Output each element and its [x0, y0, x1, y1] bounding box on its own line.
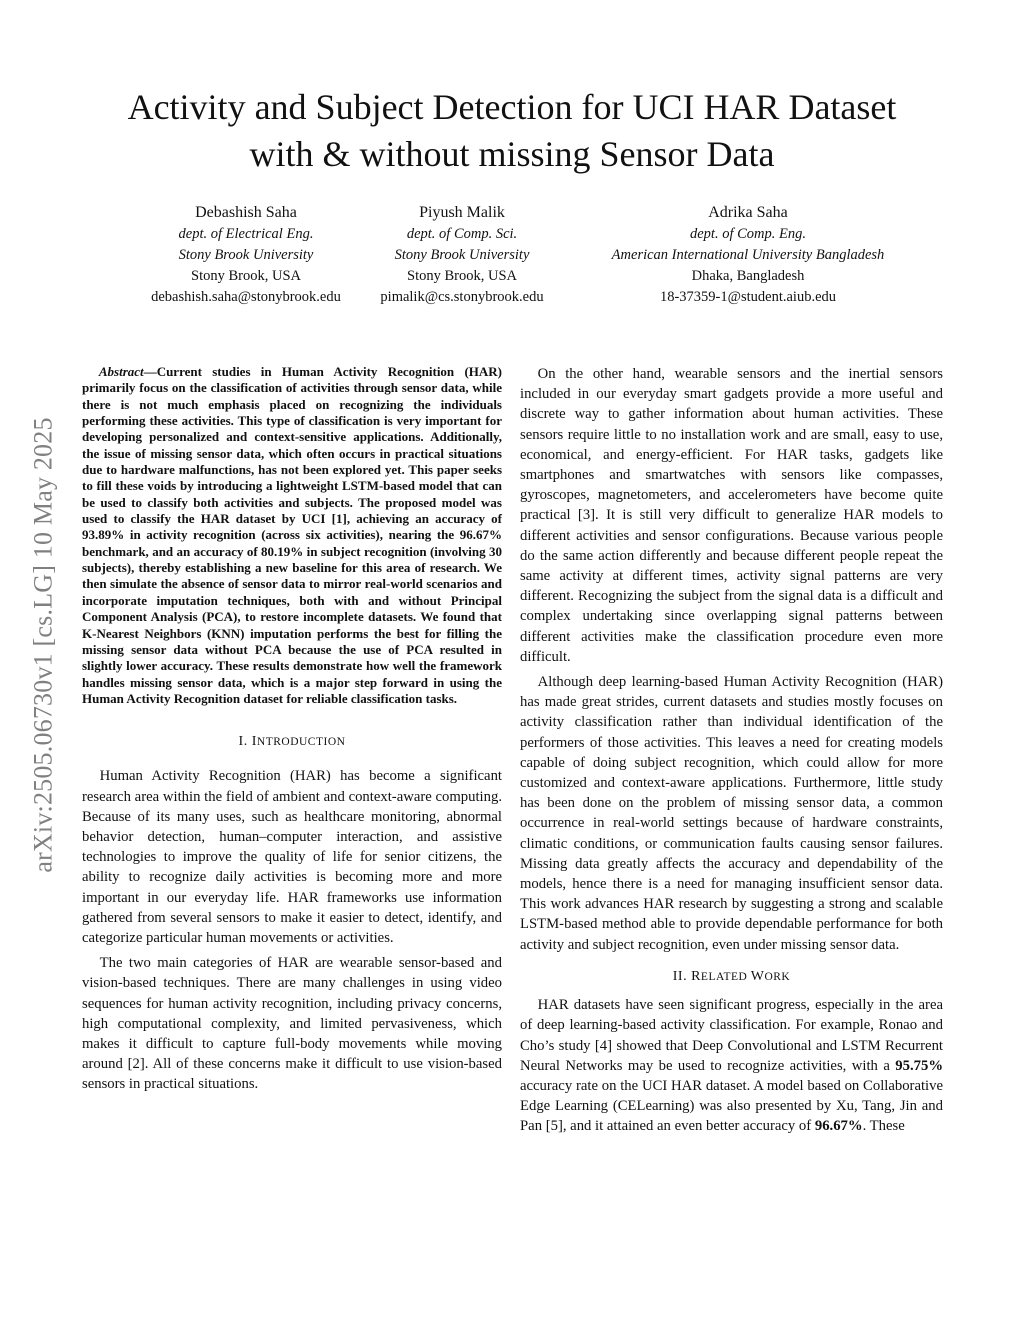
paper-title: Activity and Subject Detection for UCI HAR Dataset with & without missing Sensor Data — [127, 87, 897, 174]
author-location: Stony Brook, USA — [407, 268, 517, 284]
arxiv-identifier-stamp — [30, 345, 58, 945]
abstract — [82, 364, 502, 707]
author-dept: dept. of Comp. Eng. — [689, 226, 806, 242]
accuracy-figure: 96.67% — [814, 1118, 863, 1135]
abstract-label: Abstract — [98, 364, 144, 379]
intro-paragraph-1: Human Activity Recognition (HAR) has become a significant research area within the field of ambient and context-aware computing. Because of its many uses, such as healthcare monitoring, abnormal behavior detection, human–computer interaction, and assistive technologies to improve the quality of life for senior citizens, the ability to recognize daily activities is becoming more and more important in our everyday life. HAR frameworks use information gathered from several sensors to make it easier to detect, identify, and categorize particular human movements or activities. — [82, 768, 502, 947]
intro-paragraph-2: The two main categories of HAR are wearable sensor-based and vision-based techniques. There are many challenges in using video sequences for human activity recognition, including privacy concerns, high computational complexity, and limited pervasiveness, which makes it difficult to capture full-body movements while moving around [2]. All of these concerns make it difficult to use vision-based sensors in practical situations. — [82, 955, 502, 1093]
author-name: Adrika Saha — [708, 204, 788, 221]
author-location: Stony Brook, USA — [191, 268, 301, 284]
author-2 — [380, 202, 543, 308]
author-1 — [151, 202, 341, 308]
intro-paragraph-3: On the other hand, wearable sensors and the inertial sensors included in our everyday smart gadgets provide a more useful and discrete way to gather information about human activities. These sensors require little to no installation work and are small, easy to use, economical, and energy-efficient. For HAR tasks, gadgets like smartphones and smartwatches with sensors like compasses, gyroscopes, magnetometers, and accelerometers have become quite practical [3]. It is still very difficult to generalize HAR models to different activities and sensor configurations. Because various people do the same action differently and because different people repeat the same activity at different times, activity signal patterns are very different. Recognizing the subject from the signal data is a difficult and complex undertaking since overlapping signal patterns between different activities make the classification procedure even more difficult. — [520, 366, 943, 665]
author-dept: dept. of Comp. Sci. — [406, 226, 518, 242]
right-column — [520, 364, 943, 1142]
author-university: Stony Brook University — [178, 247, 314, 263]
left-column — [82, 364, 502, 1100]
section-numeral: I. — [238, 734, 252, 750]
section-numeral: II. — [672, 968, 692, 984]
accuracy-figure: 95.75% — [895, 1057, 943, 1074]
arxiv-id-text: arXiv:2505.06730v1 [cs.LG] 10 May 2025 — [29, 417, 59, 873]
author-name: Debashish Saha — [195, 204, 297, 221]
author-3 — [612, 202, 885, 308]
abstract-text: Current studies in Human Activity Recognition (HAR) primarily focus on the classification of activities through sensor data, while there is not much emphasis placed on recognizing the individuals performing these activities. This type of classification is very important for developing personalized and context-sensitive applications. Additionally, the issue of missing sensor data, which often occurs in practical situations due to hardware malfunctions, has not been explored yet. This paper seeks to fill these voids by introducing a lightweight LSTM-based model that can be used to classify both activities and subjects. The proposed model was used to classify the HAR dataset by UCI [1], achieving an accuracy of 93.89% in activity recognition (across six activities), nearing the 96.67% benchmark, and an accuracy of 80.19% in subject recognition (involving 30 subjects), thereby establishing a new baseline for this area of research. We then simulate the absence of sensor data to mirror real-world scenarios and incorporate imputation techniques, both with and without Principal Component Analysis (PCA), to restore incomplete datasets. We found that K-Nearest Neighbors (KNN) imputation performs the best for filling the missing sensor data without PCA because the use of PCA resulted in slightly lower accuracy. These results demonstrate how well the framework handles missing sensor data, which is a major step forward in using the Human Activity Recognition dataset for reliable classification tasks. — [82, 364, 502, 706]
related-paragraph-1: HAR datasets have seen significant progress, especially in the area of deep learning-based activity classification. For example, Ronao and Cho’s study [4] showed that Deep Convolutional and LSTM Recurrent Neural Networks may be used to recognize activities, with a 95.75% accuracy rate on the UCI HAR dataset. A model based on Collaborative Edge Learning (CELearning) was also presented by Xu, Tang, Jin and Pan [5], and it attained an even better accuracy of 96.67%. These — [520, 997, 943, 1135]
author-email: 18-37359-1@student.aiub.edu — [659, 289, 837, 305]
author-email: pimalik@cs.stonybrook.edu — [380, 289, 544, 305]
section-heading-introduction: I. INTRODUCTION — [238, 734, 346, 750]
author-email: debashish.saha@stonybrook.edu — [151, 289, 341, 305]
author-name: Piyush Malik — [419, 204, 505, 221]
author-university: American International University Bangladesh — [611, 247, 885, 263]
author-location: Dhaka, Bangladesh — [691, 268, 805, 284]
author-university: Stony Brook University — [394, 247, 530, 263]
author-dept: dept. of Electrical Eng. — [178, 226, 314, 242]
section-heading-related-work: II. RELATED WORK — [672, 968, 791, 984]
intro-paragraph-4: Although deep learning-based Human Activity Recognition (HAR) has made great strides, current datasets and studies mostly focuses on activity classification rather than individual identification of the performers of those activities. This leaves a need for creating models capable of doing subject recognition, which could allow for more customized and context-aware applications. Furthermore, little study has been done on the problem of missing sensor data, a common occurrence in real-world settings because of hardware constraints, climatic conditions, or communication faults causing sensor failures. Missing data greatly affects the accuracy and dependability of the models, hence there is a need for managing insufficient sensor data. This work advances HAR research by suggesting a strong and scalable LSTM-based method able to provide dependable performance for both activity and subject recognition, even under missing sensor data. — [520, 674, 943, 953]
abstract-dash: — — [143, 364, 157, 379]
